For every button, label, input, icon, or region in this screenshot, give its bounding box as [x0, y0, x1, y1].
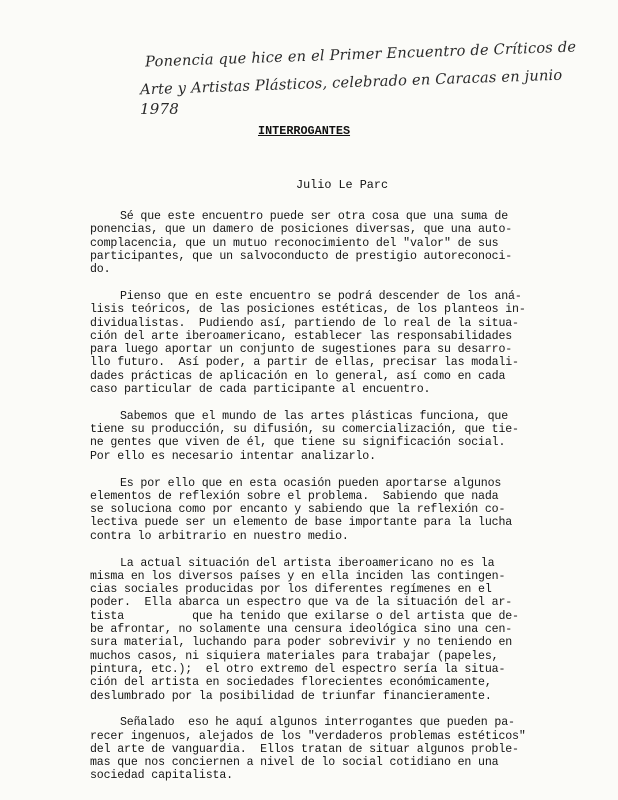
paragraph-line: Señalado eso he aquí algunos interrogantes que pueden pa-	[120, 716, 515, 730]
paragraph-line: lisis teóricos, de las posiciones estéticas, de los planteos in-	[90, 303, 526, 317]
paragraph-line: mas que nos conciernen a nivel de lo social cotidiano en una	[90, 756, 499, 770]
paragraph	[90, 557, 540, 703]
paragraph-line: dividualistas. Pudiendo así, partiendo de lo real de la situa-	[90, 316, 519, 330]
paragraph-line: Es por ello que en esta ocasión pueden aportarse algunos	[120, 476, 502, 490]
paragraph-line: deslumbrado por la posibilidad de triunfar financieramente.	[90, 689, 492, 703]
document-body	[90, 210, 540, 796]
paragraph-line: para luego aportar un conjunto de sugestiones para su desarro-	[90, 343, 513, 357]
paragraph-line: del arte de vanguardia. Ellos tratan de situar algunos proble-	[90, 742, 519, 756]
paragraph-line: complacencia, que un mutuo reconocimiento del "valor" de sus	[90, 236, 499, 250]
paragraph-line: be afrontar, no solamente una censura ideológica sino una cen-	[90, 623, 513, 637]
paragraph-line: lectiva puede ser un elemento de base importante para la lucha	[90, 516, 513, 530]
paragraph-line: ne gentes que viven de él, que tiene su significación social.	[90, 436, 506, 450]
paragraph-line: ción del artista en sociedades florecientes económicamente,	[90, 676, 492, 690]
paragraph-line: cias sociales producidas por los diferentes regímenes en el	[90, 583, 492, 597]
paragraph-line: contra lo arbitrario en nuestro medio.	[90, 529, 349, 543]
paragraph-line: misma en los diversos países y en ella inciden las contingen-	[90, 569, 506, 583]
paragraph-line: tiene su producción, su difusión, su comercialización, que tie-	[90, 423, 519, 437]
paragraph-line: La actual situación del artista iberoamericano no es la	[120, 556, 495, 570]
handwritten-note-line-1: Ponencia que hice en el Primer Encuentro de Críticos de	[144, 38, 577, 71]
paragraph	[90, 716, 540, 782]
paragraph-line: Sabemos que el mundo de las artes plásticas funciona, que	[120, 409, 509, 423]
handwritten-note-line-3: 1978	[140, 100, 179, 118]
paragraph-line: sura material, luchando para poder sobrevivir y no teniendo en	[90, 636, 513, 650]
paragraph-line: Por ello es necesario intentar analizarlo.	[90, 449, 376, 463]
document-title: INTERROGANTES	[258, 124, 351, 138]
paragraph-line: elementos de reflexión sobre el problema. Sabiendo que nada	[90, 489, 499, 503]
paragraph-line: ponencias, que un damero de posiciones diversas, que una auto-	[90, 223, 513, 237]
paragraph-line: llo futuro. Así poder, a partir de ellas, precisar las modali-	[90, 356, 519, 370]
paragraph	[90, 290, 540, 396]
paragraph-line: poder. Ella abarca un espectro que va de la situación del ar-	[90, 596, 513, 610]
paragraph-line: se soluciona como por encanto y sabiendo que la reflexión co-	[90, 503, 506, 517]
document-author: Julio Le Parc	[296, 178, 389, 192]
paragraph-line: Sé que este encuentro puede ser otra cosa que una suma de	[120, 210, 509, 223]
paragraph-line: ción del arte iberoamericano, establecer las responsabilidades	[90, 329, 513, 343]
paragraph-line: Pienso que en este encuentro se podrá descender de los aná-	[120, 289, 522, 303]
paragraph-line: muchos casos, ni siquiera materiales para trabajar (papeles,	[90, 649, 499, 663]
paragraph-line: caso particular de cada participante al encuentro.	[90, 383, 431, 397]
paragraph-line: dades prácticas de aplicación en lo general, así como en cada	[90, 369, 506, 383]
paragraph	[90, 210, 540, 276]
paragraph	[90, 477, 540, 543]
paragraph	[90, 410, 540, 463]
paragraph-line: participantes, que un salvoconducto de prestigio autoreconoci-	[90, 249, 513, 263]
paragraph-line: tista que ha tenido que exilarse o del artista que de-	[90, 609, 519, 623]
handwritten-note-line-2: Arte y Artistas Plásticos, celebrado en Caracas en junio	[139, 66, 563, 99]
paragraph-line: do.	[90, 263, 111, 277]
paragraph-line: recer ingenuos, alejados de los "verdaderos problemas estéticos"	[90, 729, 526, 743]
paragraph-line: sociedad capitalista.	[90, 769, 233, 783]
paragraph-line: pintura, etc.); el otro extremo del espectro sería la situa-	[90, 662, 506, 676]
